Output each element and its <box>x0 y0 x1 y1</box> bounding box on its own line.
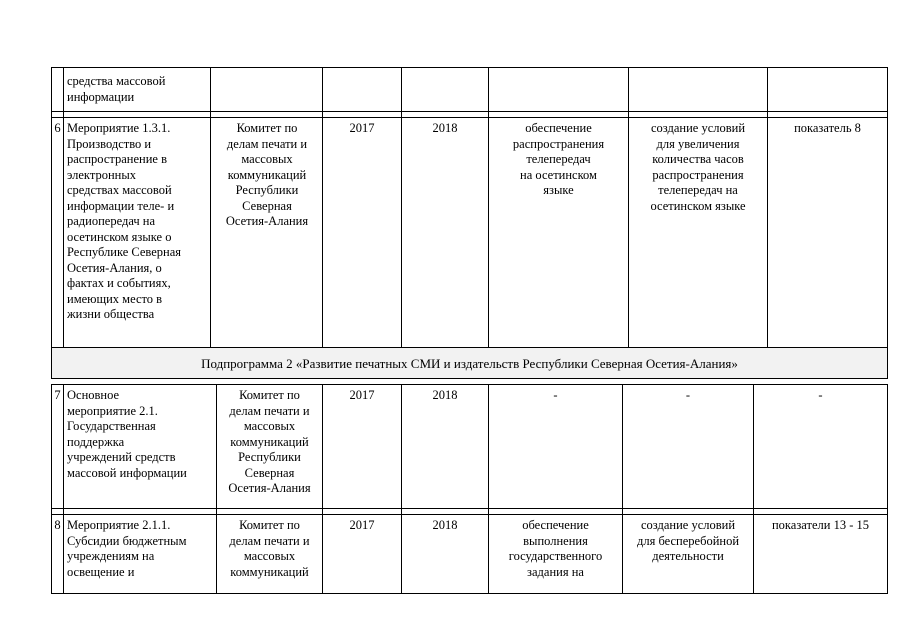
indicator-cell: - <box>818 388 823 402</box>
executor-cell: Комитет по делам печати и массовых коммуникаций Республики Северная Осетия-Алания <box>225 121 309 228</box>
end-year-cell: 2018 <box>432 518 458 532</box>
end-year-cell: 2018 <box>432 121 458 135</box>
goal-cell: - <box>685 388 691 402</box>
activity-cell: Основное мероприятие 2.1. Государственная поддержка учреждений средств массовой информации <box>67 388 187 480</box>
indicator-cell: показатели 13 - 15 <box>771 518 869 532</box>
activity-cell: Мероприятие 2.1.1. Субсидии бюджетным учреждениям на освещение и <box>67 518 187 579</box>
end-year-cell: 2018 <box>432 388 458 402</box>
activity-cell: средства массовой информации <box>67 74 166 104</box>
result-cell: обеспечение выполнения государственного задания на <box>508 518 603 579</box>
start-year-cell: 2017 <box>349 518 375 532</box>
indicator-cell: показатель 8 <box>794 121 861 135</box>
row-number-cell: 7 <box>54 388 61 402</box>
executor-cell: Комитет по делам печати и массовых коммуникаций Республики Северная Осетия-Алания <box>228 388 311 495</box>
result-cell: - <box>553 388 558 402</box>
goal-cell: создание условий для бесперебойной деятельности <box>636 518 740 563</box>
row-number-cell: 8 <box>54 518 61 532</box>
goal-cell: создание условий для увеличения количества часов распространения телепередач на осетинском языке <box>650 121 746 213</box>
executor-cell: Комитет по делам печати и массовых коммуникаций <box>229 518 310 579</box>
subprogram-title: Подпрограмма 2 «Развитие печатных СМИ и издательств Республики Северная Осетия-Алания» <box>201 356 738 371</box>
start-year-cell: 2017 <box>349 121 375 135</box>
activity-cell: Мероприятие 1.3.1. Производство и распространение в электронных средствах массовой информации теле- и радиопередач на осетинском языке о Республике Северная Осетия-Алания, о фактах и событиях, имеющих место в жизни общества <box>67 121 182 321</box>
result-cell: обеспечение распространения телепередач на осетинском языке <box>512 121 605 197</box>
row-number-cell: 6 <box>54 121 61 135</box>
start-year-cell: 2017 <box>349 388 375 402</box>
